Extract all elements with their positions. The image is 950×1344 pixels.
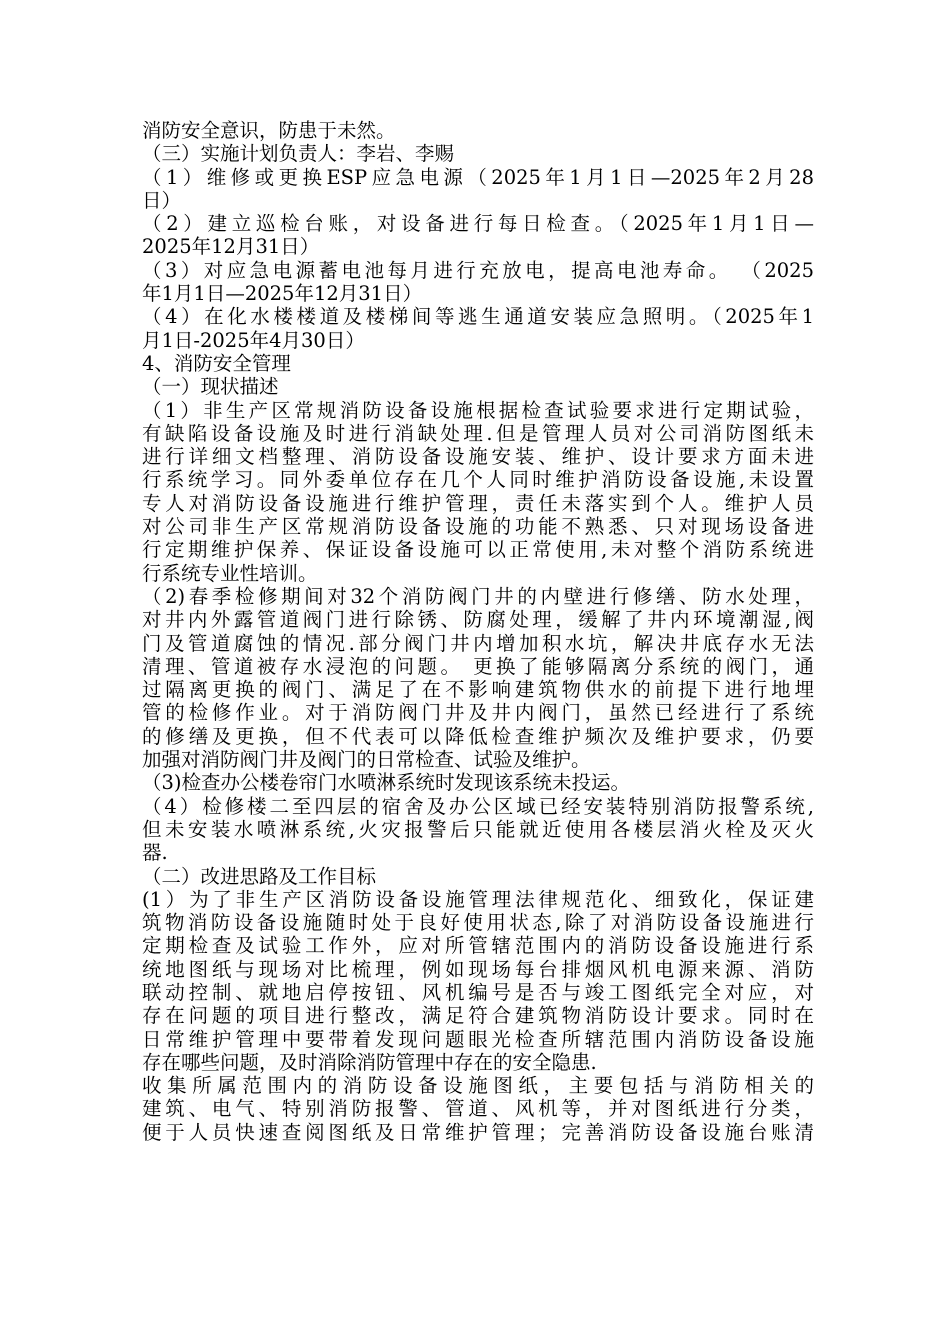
text-line: （3）对应急电源蓄电池每月进行充放电，提高电池寿命。 （2025	[142, 258, 814, 282]
text-line: 存在问题的项目进行整改，满足符合建筑物消防设计要求。同时在	[142, 1004, 814, 1028]
text-line: （1）非生产区常规消防设备设施根据检查试验要求进行定期试验，	[142, 398, 814, 422]
text-line: 行系统学习。同外委单位存在几个人同时维护消防设备设施,未设置	[142, 468, 814, 492]
text-line: （4）在化水楼楼道及楼梯间等逃生通道安装应急照明。（2025年1	[142, 305, 814, 329]
text-line: 有缺陷设备设施及时进行消缺处理.但是管理人员对公司消防图纸未	[142, 421, 814, 445]
text-line: 日常维护管理中要带着发现问题眼光检查所辖范围内消防设备设施	[142, 1027, 814, 1051]
text-line: （1）维修或更换ESP应急电源（2025年1月1日—2025年2月28	[142, 165, 814, 189]
text-line: 的修缮及更换，但不代表可以降低检查维护频次及维护要求，仍要	[142, 724, 814, 748]
section-heading: （三）实施计划负责人：李岩、李赐	[142, 142, 455, 166]
text-line: 年1月1日—2025年12月31日）	[142, 282, 423, 306]
text-line: 对井内外露管道阀门进行除锈、防腐处理，缓解了井内环境潮湿,阀	[142, 608, 814, 632]
text-line: 器.	[142, 841, 168, 865]
text-line: 月1日-2025年4月30日）	[142, 328, 365, 352]
text-line: 便于人员快速查阅图纸及日常维护管理；完善消防设备设施台账清	[142, 1120, 814, 1144]
text-line: 行定期维护保养、保证设备设施可以正常使用,未对整个消防系统进	[142, 538, 814, 562]
text-line: （3)检查办公楼卷帘门水喷淋系统时发现该系统未投运。	[142, 771, 631, 795]
text-line: （4）检修楼二至四层的宿舍及办公区域已经安装特别消防报警系统,	[142, 794, 814, 818]
text-line: (1）为了非生产区消防设备设施管理法律规范化、细致化，保证建	[142, 887, 814, 911]
text-line: 过隔离更换的阀门、满足了在不影响建筑物供水的前提下进行地埋	[142, 678, 814, 702]
text-line: 日）	[142, 188, 182, 212]
text-line: 但未安装水喷淋系统,火灾报警后只能就近使用各楼层消火栓及灭火	[142, 817, 814, 841]
section-heading: （一）现状描述	[142, 375, 279, 399]
text-line: （2)春季检修期间对32个消防阀门井的内壁进行修缮、防水处理，	[142, 584, 814, 608]
text-line: 2025年12月31日）	[142, 235, 320, 259]
text-line: 统地图纸与现场对比梳理，例如现场每台排烟风机电源来源、消防	[142, 957, 814, 981]
text-line: 行系统专业性培训。	[142, 561, 318, 585]
document-page	[142, 119, 814, 1144]
section-heading: 4、消防安全管理	[142, 351, 291, 375]
text-line: 定期检查及试验工作外，应对所管辖范围内的消防设备设施进行系	[142, 934, 814, 958]
text-line: 联动控制、就地启停按钮、风机编号是否与竣工图纸完全对应，对	[142, 980, 814, 1004]
text-line: 存在哪些问题，及时消除消防管理中存在的安全隐患.	[142, 1050, 597, 1074]
text-line: 进行详细文档整理、消防设备设施安装、维护、设计要求方面未进	[142, 445, 814, 469]
text-line: 收集所属范围内的消防设备设施图纸，主要包括与消防相关的	[142, 1074, 814, 1098]
text-line: 对公司非生产区常规消防设备设施的功能不熟悉、只对现场设备进	[142, 515, 814, 539]
text-line: 门及管道腐蚀的情况.部分阀门井内增加积水坑，解决井底存水无法	[142, 631, 814, 655]
text-line: 消防安全意识，防患于未然。	[142, 119, 396, 142]
text-line: 专人对消防设备设施进行维护管理，责任未落实到个人。维护人员	[142, 491, 814, 515]
text-line: 加强对消防阀门井及阀门的日常检查、试验及维护。	[142, 748, 591, 772]
section-heading: （二）改进思路及工作目标	[142, 864, 377, 888]
text-line: 管的检修作业。对于消防阀门井及井内阀门，虽然已经进行了系统	[142, 701, 814, 725]
text-line: （2）建立巡检台账，对设备进行每日检查。（2025年1月1日—	[142, 212, 814, 236]
text-line: 建筑、电气、特别消防报警、管道、风机等，并对图纸进行分类，	[142, 1097, 814, 1121]
text-line: 筑物消防设备设施随时处于良好使用状态,除了对消防设备设施进行	[142, 911, 814, 935]
text-line: 清理、管道被存水浸泡的问题。 更换了能够隔离分系统的阀门，通	[142, 654, 814, 678]
